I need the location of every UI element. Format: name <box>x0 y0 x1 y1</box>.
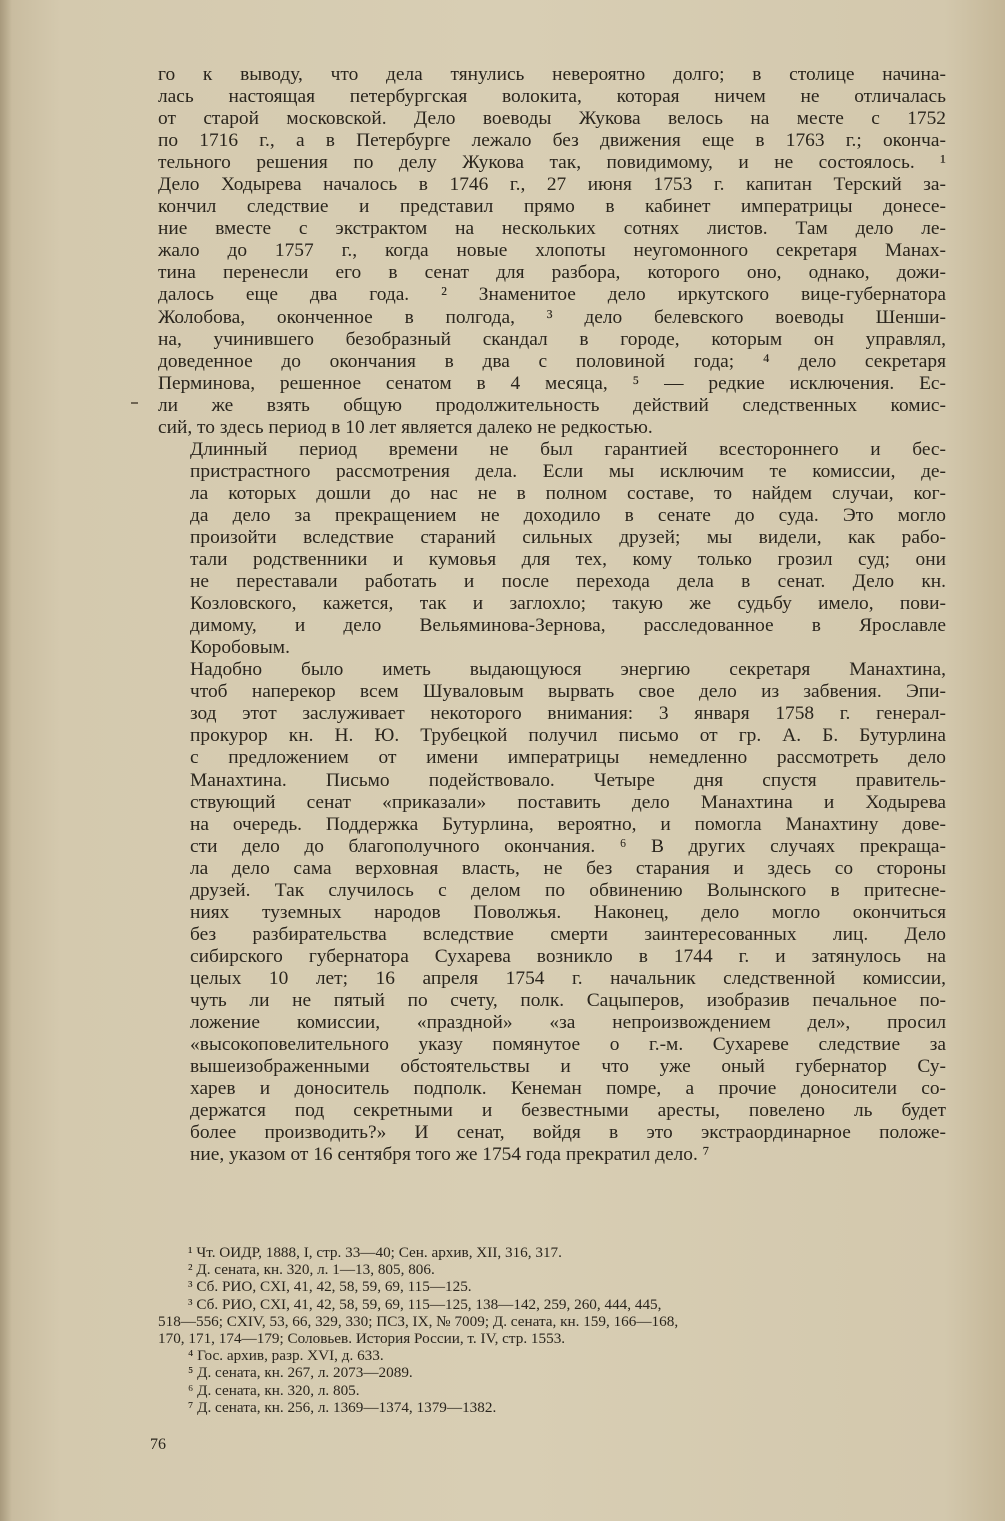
text-line: Перминова, решенное сенатом в 4 месяца, ⁵ — редкие исключения. Ес- <box>158 372 946 394</box>
text-line: зод этот заслуживает некоторого внимания: 3 января 1758 г. генерал- <box>190 703 946 725</box>
margin-mark <box>131 402 138 404</box>
text-line: на очередь. Поддержка Бутурлина, вероятно, и помогла Манахтину дове- <box>190 813 946 835</box>
paragraph-1 <box>158 64 946 439</box>
footnote-line: 518—556; CXIV, 53, 66, 329, 330; ПСЗ, IX, № 7009; Д. сената, кн. 159, 166—168, <box>158 1312 679 1330</box>
footnote-line: ⁵ Д. сената, кн. 267, л. 2073—2089. <box>188 1364 413 1382</box>
text-line: ла дело сама верховная власть, не без старания и здесь со стороны <box>190 857 946 879</box>
text-line: по 1716 г., а в Петербурге лежало без движения еще в 1763 г.; оконча- <box>158 130 946 152</box>
text-line: сти дело до благополучного окончания. ⁶ В других случаях прекраща- <box>190 835 946 857</box>
text-line: тельного решения по делу Жукова так, повидимому, и не состоялось. ¹ <box>158 152 946 174</box>
text-line: держатся под секретными и безвестными аресты, повелено ль будет <box>190 1100 946 1122</box>
footnotes <box>158 1244 946 1416</box>
text-line: чуть ли не пятый по счету, полк. Сацыперов, изобразив печальное по- <box>190 989 946 1011</box>
text-line: тина перенесли его в сенат для разбора, которого оно, однако, дожи- <box>158 262 946 284</box>
text-line: Дело Ходырева началось в 1746 г., 27 июня 1753 г. капитан Терский за- <box>158 174 946 196</box>
text-line: с предложением от имени императрицы немедленно рассмотреть дело <box>190 747 946 769</box>
text-line: ниях туземных народов Поволжья. Наконец, дело могло окончиться <box>190 901 946 923</box>
footnote-line: ³ Сб. РИО, CXI, 41, 42, 58, 59, 69, 115—125, 138—142, 259, 260, 444, 445, <box>188 1295 662 1313</box>
text-line: ла которых дошли до нас не в полном составе, то найдем случаи, ког- <box>190 482 946 504</box>
text-line: Длинный период времени не был гарантией всестороннего и бес- <box>190 438 946 460</box>
text-line: Жолобова, оконченное в полгода, ³ дело белевского воеводы Шенши- <box>158 306 946 328</box>
text-line: вышеизображенными обстоятельствы и что уже оный губернатор Су- <box>190 1056 946 1078</box>
footnote-line: ² Д. сената, кн. 320, л. 1—13, 805, 806. <box>188 1261 435 1279</box>
text-line: не переставали работать и после перехода дела в сенат. Дело кн. <box>190 571 946 593</box>
text-line: сибирского губернатора Сухарева возникло в 1744 г. и затянулось на <box>190 945 946 967</box>
footnote-line: ⁴ Гос. архив, разр. XVI, д. 633. <box>188 1347 384 1365</box>
text-line: го к выводу, что дела тянулись невероятно долго; в столице начина- <box>158 64 946 85</box>
body-text <box>158 64 946 1166</box>
text-line: кончил следствие и представил прямо в кабинет императрицы донесе- <box>158 196 946 218</box>
footnote-line: ³ Сб. РИО, CXI, 41, 42, 58, 59, 69, 115—125. <box>188 1278 472 1296</box>
text-line: без разбирательства вследствие смерти заинтересованных лиц. Дело <box>190 923 946 945</box>
text-line: произойти вследствие стараний сильных друзей; мы видели, как рабо- <box>190 526 946 548</box>
text-line: далось еще два года. ² Знаменитое дело иркутского вице-губернатора <box>158 284 946 306</box>
text-line: ние, указом от 16 сентября того же 1754 года прекратил дело. ⁷ <box>190 1144 710 1166</box>
text-line: чтоб наперекор всем Шуваловым вырвать свое дело из забвения. Эпи- <box>190 681 946 703</box>
text-line: тали родственники и кумовья для тех, кому только грозил суд; они <box>190 549 946 571</box>
text-line: целых 10 лет; 16 апреля 1754 г. начальник следственной комиссии, <box>190 967 946 989</box>
text-line: на, учинившего безобразный скандал в городе, которым он управлял, <box>158 328 946 350</box>
text-line: да дело за прекращением не доходило в сенате до суда. Это могло <box>190 504 946 526</box>
text-line: прокурор кн. Н. Ю. Трубецкой получил письмо от гр. А. Б. Бутурлина <box>190 725 946 747</box>
page-number: 76 <box>150 1436 166 1453</box>
text-line: жало до 1757 г., когда новые хлопоты неугомонного секретаря Манах- <box>158 240 946 262</box>
text-line: более производить?» И сенат, войдя в это экстраординарное положе- <box>190 1122 946 1144</box>
text-line: Надобно было иметь выдающуюся энергию секретаря Манахтина, <box>190 659 946 681</box>
text-line: пристрастного рассмотрения дела. Если мы исключим те комиссии, де- <box>190 460 946 482</box>
footnote-line: ⁷ Д. сената, кн. 256, л. 1369—1374, 1379—1382. <box>188 1398 497 1416</box>
text-line: Козловского, кажется, так и заглохло; такую же судьбу имело, пови- <box>190 593 946 615</box>
text-line: Манахтина. Письмо подействовало. Четыре дня спустя правитель- <box>190 769 946 791</box>
text-line: ние вместе с экстрактом на нескольких сотнях листов. Там дело ле- <box>158 218 946 240</box>
footnote-line: ⁶ Д. сената, кн. 320, л. 805. <box>188 1381 360 1399</box>
text-line: харев и доноситель подполк. Кенеман помре, а прочие доносители со- <box>190 1078 946 1100</box>
paragraph-3 <box>158 659 946 1166</box>
text-line: от старой московской. Дело воеводы Жукова велось на месте с 1752 <box>158 108 946 130</box>
text-line: ли же взять общую продолжительность действий следственных комис- <box>158 394 946 416</box>
paragraph-2 <box>158 439 946 659</box>
text-line: сий, то здесь период в 10 лет является далеко не редкостью. <box>158 416 653 438</box>
text-line: димому, и дело Вельяминова-Зернова, расследованное в Ярославле <box>190 615 946 637</box>
text-line: ложение комиссии, «праздной» «за непроизвождением дел», просил <box>190 1012 946 1034</box>
text-line: ствующий сенат «приказали» поставить дело Манахтина и Ходырева <box>190 791 946 813</box>
text-line: «высокоповелительного указу помянутое о г.-м. Сухареве следствие за <box>190 1034 946 1056</box>
footnote-line: ¹ Чт. ОИДР, 1888, I, стр. 33—40; Сен. архив, XII, 316, 317. <box>188 1244 562 1261</box>
text-line: друзей. Так случилось с делом по обвинению Волынского в притесне- <box>190 879 946 901</box>
text-line: лась настоящая петербургская волокита, которая ничем не отличалась <box>158 86 946 108</box>
text-line: доведенное до окончания в два с половиной года; ⁴ дело секретаря <box>158 350 946 372</box>
footnote-line: 170, 171, 174—179; Соловьев. История России, т. IV, стр. 1553. <box>158 1330 566 1348</box>
text-line: Коробовым. <box>190 637 290 659</box>
